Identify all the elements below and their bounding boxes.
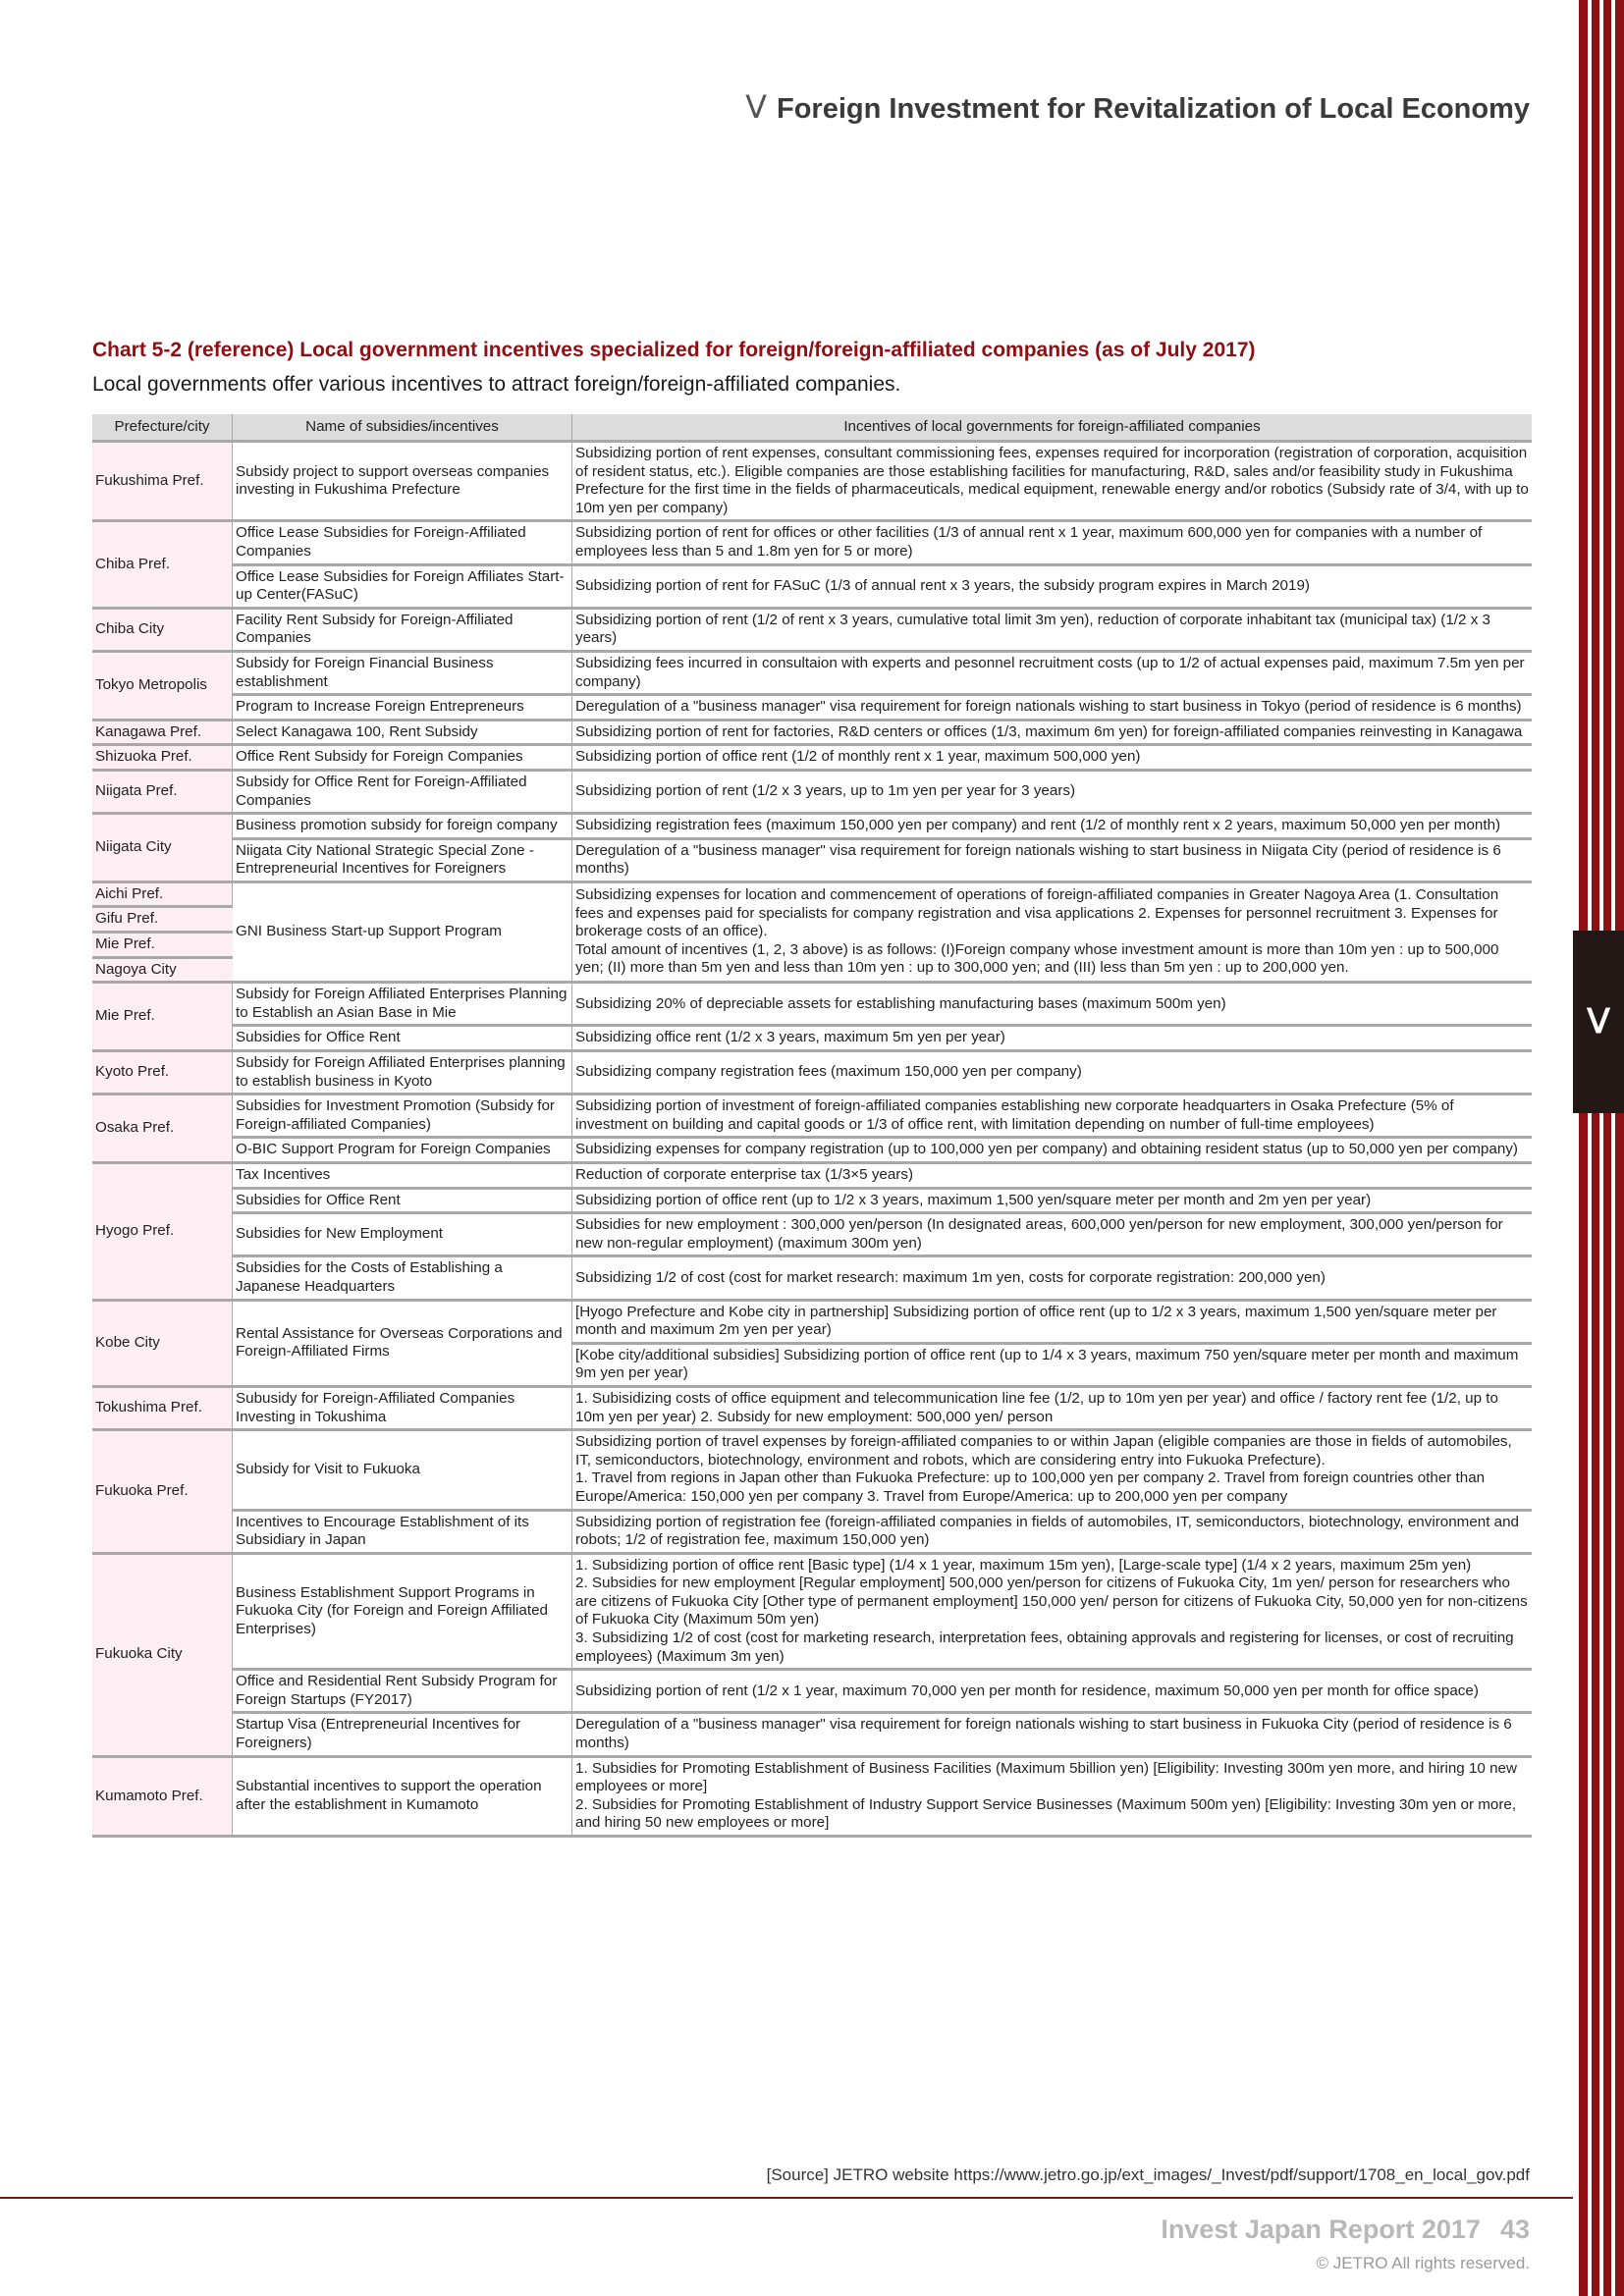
column-header-prefecture: Prefecture/city [92, 414, 233, 443]
table-row [92, 1257, 1532, 1301]
subsidy-name-cell: Subusidy for Foreign-Affiliated Companies Investing in Tokushima [233, 1388, 572, 1431]
table-row [92, 1758, 1532, 1838]
subsidy-name-cell: Subsidy for Visit to Fukuoka [233, 1431, 572, 1511]
subsidy-name-cell: O-BIC Support Program for Foreign Companies [233, 1139, 572, 1164]
subsidy-name-cell: Substantial incentives to support the operation after the establishment in Kumamoto [233, 1758, 572, 1838]
incentive-cell: Deregulation of a "business manager" visa requirement for foreign nationals wishing to start business in Tokyo (period of residence is 6 months) [572, 696, 1532, 721]
table-row [92, 1164, 1532, 1190]
incentive-cell: Deregulation of a "business manager" visa requirement for foreign nationals wishing to start business in Niigata City (period of residence is 6 months) [572, 840, 1532, 883]
incentive-paragraph: 1. Subsidizing portion of office rent [Basic type] (1/4 x 1 year, maximum 15m yen), [Large-scale type] (1/4 x 2 years, maximum 25m yen) [575, 1556, 1472, 1574]
prefecture-cell: Kobe City [92, 1302, 233, 1388]
table-row [92, 721, 1532, 747]
table-row [92, 1139, 1532, 1164]
prefecture-cell: Hyogo Pref. [92, 1164, 233, 1302]
subsidy-name-cell: Rental Assistance for Overseas Corporations and Foreign-Affiliated Firms [233, 1302, 572, 1388]
table-row [92, 1214, 1532, 1257]
table-row [92, 696, 1532, 721]
table-row [92, 1714, 1532, 1757]
table-row [92, 815, 1532, 840]
prefecture-cell: Kanagawa Pref. [92, 721, 233, 747]
subsidy-name-cell: Subsidies for Office Rent [233, 1190, 572, 1215]
incentive-cell: Subsidizing fees incurred in consultaion with experts and pesonnel recruitment costs (up to 1/2 of actual expenses paid, maximum 7.5m yen per company) [572, 653, 1532, 696]
chapter-numeral: Ⅴ [745, 89, 767, 125]
subsidy-name-cell: Subsidy for Foreign Affiliated Enterprises planning to establish business in Kyoto [233, 1052, 572, 1095]
subsidy-name-cell: Subsidies for New Employment [233, 1214, 572, 1257]
prefecture-cell: Fukushima Pref. [92, 443, 233, 522]
subsidy-name-cell: Incentives to Encourage Establishment of its Subsidiary in Japan [233, 1512, 572, 1555]
table-row [92, 772, 1532, 815]
subsidy-name-cell: Office Lease Subsidies for Foreign Affiliates Start-up Center(FASuC) [233, 566, 572, 610]
subsidy-name-cell: Program to Increase Foreign Entrepreneurs [233, 696, 572, 721]
table-row [92, 1431, 1532, 1511]
incentive-cell: Deregulation of a "business manager" visa requirement for foreign nationals wishing to start business in Fukuoka City (period of residence is 6 months) [572, 1714, 1532, 1757]
table-row [92, 522, 1532, 565]
subsidy-name-cell: Business Establishment Support Programs in Fukuoka City (for Foreign and Foreign Affiliated Enterprises) [233, 1555, 572, 1672]
incentive-cell: Subsidizing office rent (1/2 x 3 years, maximum 5m yen per year) [572, 1027, 1532, 1052]
incentive-cell [572, 883, 1532, 984]
subsidy-name-cell: Subsidies for Investment Promotion (Subsidy for Foreign-affiliated Companies) [233, 1095, 572, 1139]
copyright-notice: © JETRO All rights reserved. [1316, 2254, 1530, 2272]
incentive-paragraph: 1. Subsidies for Promoting Establishment of Business Facilities (Maximum 5billion yen) [Eligibility: Investing 300m yen more, and hiring 10 new employees or more] [575, 1759, 1517, 1795]
table-row [92, 1388, 1532, 1431]
incentive-paragraph: Subsidizing portion of travel expenses by foreign-affiliated companies to or within Japan (eligible companies are those in fields of automobiles, IT, semiconductors, biotechnology, environment and robots, which are considering entry into Fukuoka Prefecture). [575, 1433, 1512, 1468]
incentive-cell: Subsidizing portion of investment of foreign-affiliated companies establishing new corporate headquarters in Osaka Prefecture (5% of investment on building and capital goods or 1/3 of office rent, with limitation depending on number of full-time employees) [572, 1095, 1532, 1139]
incentive-cell [572, 1758, 1532, 1838]
subsidy-name-cell: Office Lease Subsidies for Foreign-Affiliated Companies [233, 522, 572, 565]
subsidy-name-cell: Subsidies for Office Rent [233, 1027, 572, 1052]
incentive-cell: [Kobe city/additional subsidies] Subsidizing portion of office rent (up to 1/4 x 3 years, maximum 750 yen/square meter per month and maximum 9m yen per year) [572, 1345, 1532, 1388]
incentive-cell: Subsidizing portion of rent for FASuC (1/3 of annual rent x 3 years, the subsidy program expires in March 2019) [572, 566, 1532, 610]
incentive-cell: Subsidizing portion of rent for offices or other facilities (1/3 of annual rent x 1 year, maximum 600,000 yen for companies with a number of employees less than 5 and 1.8m yen for 5 or more) [572, 522, 1532, 565]
subsidy-name-cell: Startup Visa (Entrepreneurial Incentives for Foreigners) [233, 1714, 572, 1757]
prefecture-cell: Kyoto Pref. [92, 1052, 233, 1095]
column-header-name: Name of subsidies/incentives [233, 414, 572, 443]
prefecture-cell: Fukuoka Pref. [92, 1431, 233, 1555]
decorative-side-stripes [1573, 0, 1624, 2296]
table-row [92, 610, 1532, 653]
incentive-paragraph: Subsidizing expenses for location and commencement of operations of foreign-affiliated companies in Greater Nagoya Area (1. Consultation fees and expenses paid for specialists for company registration and visa applications 2. Expenses for personnel recruitment 3. Expenses for brokerage costs of an office). [575, 886, 1499, 940]
table-row [92, 1095, 1532, 1139]
prefecture-cell: Chiba Pref. [92, 522, 233, 609]
table-row [92, 653, 1532, 696]
subsidy-name-cell: Facility Rent Subsidy for Foreign-Affiliated Companies [233, 610, 572, 653]
table-header-row [92, 414, 1532, 443]
prefecture-cell: Shizuoka Pref. [92, 746, 233, 772]
incentive-cell: Subsidizing company registration fees (maximum 150,000 yen per company) [572, 1052, 1532, 1095]
table-row [92, 746, 1532, 772]
table-row [92, 443, 1532, 522]
incentives-table [92, 414, 1532, 1838]
table-row [92, 984, 1532, 1027]
incentive-cell: Subsidizing portion of rent (1/2 of rent x 3 years, cumulative total limit 3m yen), reduction of corporate inhabitant tax (municipal tax) (1/2 x 3 years) [572, 610, 1532, 653]
chapter-tab: Ⅴ [1573, 931, 1624, 1113]
prefecture-cell: Tokyo Metropolis [92, 653, 233, 721]
prefecture-cell: Gifu Pref. [92, 908, 233, 934]
incentive-cell [572, 1431, 1532, 1511]
incentive-cell: Subsidizing expenses for company registration (up to 100,000 yen per company) and obtaining resident status (up to 50,000 yen per company) [572, 1139, 1532, 1164]
prefecture-cell: Mie Pref. [92, 934, 233, 959]
report-name: Invest Japan Report 2017 [1161, 2215, 1481, 2244]
prefecture-cell: Tokushima Pref. [92, 1388, 233, 1431]
subsidy-name-cell: Subsidy for Foreign Affiliated Enterprises Planning to Establish an Asian Base in Mie [233, 984, 572, 1027]
table-row [92, 1052, 1532, 1095]
table-row [92, 1555, 1532, 1672]
incentive-cell: Subsidizing portion of rent expenses, consultant commissioning fees, expenses required for incorporation (registration of corporation, acquisition of resident status, etc.). Eligible companies are those establishing facilities for manufacturing, R&D, sales and/or feasibility study in Fukushima Prefecture for the first time in the fields of pharmaceuticals, medical equipment, renewable energy and/or robotics (Subsidy rate of 3/4, with up to 10m yen per company) [572, 443, 1532, 522]
incentive-paragraph: 1. Travel from regions in Japan other than Fukuoka Prefecture: up to 100,000 yen per company 2. Travel from foreign countries other than Europe/America: 150,000 yen per company 3. Travel from Europe/America: up to 200,000 yen per company [575, 1469, 1486, 1505]
prefecture-cell: Mie Pref. [92, 984, 233, 1052]
table-row [92, 883, 1532, 909]
incentive-cell: [Hyogo Prefecture and Kobe city in partnership] Subsidizing portion of office rent (up to 1/2 x 3 years, maximum 1,500 yen/square meter per month and maximum 2m yen per year) [572, 1302, 1532, 1345]
incentive-paragraph: 2. Subsidies for Promoting Establishment of Industry Support Service Businesses (Maximum 500m yen) [Eligibility: Investing 30m yen or more, and hiring 50 new employees or more] [575, 1795, 1517, 1832]
incentive-cell: Subsidizing portion of registration fee (foreign-affiliated companies in fields of automobiles, IT, semiconductors, biotechnology, environment and robots; 1/2 of registration fee, maximum 150,000 yen) [572, 1512, 1532, 1555]
table-row [92, 1512, 1532, 1555]
subsidy-name-cell: Business promotion subsidy for foreign company [233, 815, 572, 840]
source-note: [Source] JETRO website https://www.jetro.go.jp/ext_images/_Invest/pdf/support/1708_en_local_gov.pdf [766, 2165, 1530, 2184]
table-row [92, 566, 1532, 610]
table-row [92, 840, 1532, 883]
footer-report-title [1161, 2215, 1530, 2245]
subsidy-name-cell: Tax Incentives [233, 1164, 572, 1190]
subsidy-name-cell: Subsidy for Office Rent for Foreign-Affiliated Companies [233, 772, 572, 815]
prefecture-cell: Niigata Pref. [92, 772, 233, 815]
incentive-paragraph: 3. Subsidizing 1/2 of cost (cost for marketing research, interpretation fees, obtaining approvals and registering for licenses, or cost of recruiting employees) (Maximum 3m yen) [575, 1629, 1514, 1665]
prefecture-cell: Kumamoto Pref. [92, 1758, 233, 1838]
incentive-cell: Subsidizing portion of rent (1/2 x 1 year, maximum 70,000 yen per month for residence, maximum 50,000 yen per month for office space) [572, 1671, 1532, 1714]
subsidy-name-cell: Select Kanagawa 100, Rent Subsidy [233, 721, 572, 747]
subsidy-name-cell: Office Rent Subsidy for Foreign Companies [233, 746, 572, 772]
incentive-cell: Reduction of corporate enterprise tax (1/3×5 years) [572, 1164, 1532, 1190]
prefecture-cell: Chiba City [92, 610, 233, 653]
subsidy-name-cell: Subsidies for the Costs of Establishing a Japanese Headquarters [233, 1257, 572, 1301]
page-number: 43 [1499, 2215, 1530, 2244]
subsidy-name-cell: Niigata City National Strategic Special Zone - Entrepreneurial Incentives for Foreigners [233, 840, 572, 883]
incentive-cell: Subsidizing registration fees (maximum 150,000 yen per company) and rent (1/2 of monthly rent x 2 years, maximum 50,000 yen per month) [572, 815, 1532, 840]
table-row [92, 1671, 1532, 1714]
chart-title: Chart 5-2 (reference) Local government incentives specialized for foreign/foreign-affiliated companies (as of July 2017) [92, 339, 1256, 361]
incentive-cell [572, 1555, 1532, 1672]
incentive-cell: Subsidizing portion of office rent (up to 1/2 x 3 years, maximum 1,500 yen/square meter per month and 2m yen per year) [572, 1190, 1532, 1215]
prefecture-cell: Fukuoka City [92, 1555, 233, 1758]
chart-subtitle: Local governments offer various incentives to attract foreign/foreign-affiliated companies. [92, 373, 901, 396]
incentive-cell: Subsidizing portion of rent (1/2 x 3 years, up to 1m yen per year for 3 years) [572, 772, 1532, 815]
incentive-cell: Subsidizing 20% of depreciable assets for establishing manufacturing bases (maximum 500m yen) [572, 984, 1532, 1027]
prefecture-cell: Osaka Pref. [92, 1095, 233, 1164]
prefecture-cell: Nagoya City [92, 959, 233, 985]
column-header-incentives: Incentives of local governments for foreign-affiliated companies [572, 414, 1532, 443]
incentive-cell: Subsidizing 1/2 of cost (cost for market research: maximum 1m yen, costs for corporate registration: 200,000 yen) [572, 1257, 1532, 1301]
table-row [92, 1302, 1532, 1345]
prefecture-cell: Aichi Pref. [92, 883, 233, 909]
incentive-cell: 1. Subisidizing costs of office equipment and telecommunication line fee (1/2, up to 10m yen per year) and office / factory rent fee (1/2, up to 10m yen per year) 2. Subsidy for new employment: 500,000 yen/ person [572, 1388, 1532, 1431]
incentive-cell: Subsidizing portion of rent for factories, R&D centers or offices (1/3, maximum 6m yen) for foreign-affiliated companies reinvesting in Kanagawa [572, 721, 1532, 747]
subsidy-name-cell: Office and Residential Rent Subsidy Program for Foreign Startups (FY2017) [233, 1671, 572, 1714]
footer-divider [0, 2197, 1573, 2199]
incentive-cell: Subsidies for new employment : 300,000 yen/person (In designated areas, 600,000 yen/person for new employment, 300,000 yen/person for new non-regular employment) (maximum 300m yen) [572, 1214, 1532, 1257]
incentive-paragraph: 2. Subsidies for new employment [Regular employment] 500,000 yen/person for citizens of Fukuoka City, 1m yen/ person for researchers who are citizens of Fukuoka City [Other type of permanent employment] 150,000 yen/ person for citizens of Fukuoka City, 50,000 yen for non-citizens of Fukuoka City (Maximum 50m yen) [575, 1575, 1528, 1629]
incentive-paragraph: Total amount of incentives (1, 2, 3 above) is as follows: (I)Foreign company whose investment amount is more than 10m yen : up to 500,000 yen; (II) more than 5m yen and less than 10m yen : up to 300,000 yen; and (III) less than 5m yen : up to 200,000 yen. [575, 940, 1499, 977]
chapter-title: Foreign Investment for Revitalization of Local Economy [777, 93, 1530, 125]
table-row [92, 1027, 1532, 1052]
subsidy-name-cell: Subsidy project to support overseas companies investing in Fukushima Prefecture [233, 443, 572, 522]
chapter-header [745, 88, 1530, 126]
incentive-cell: Subsidizing portion of office rent (1/2 of monthly rent x 1 year, maximum 500,000 yen) [572, 746, 1532, 772]
table-row [92, 1190, 1532, 1215]
subsidy-name-cell: GNI Business Start-up Support Program [233, 883, 572, 984]
prefecture-cell: Niigata City [92, 815, 233, 883]
subsidy-name-cell: Subsidy for Foreign Financial Business establishment [233, 653, 572, 696]
